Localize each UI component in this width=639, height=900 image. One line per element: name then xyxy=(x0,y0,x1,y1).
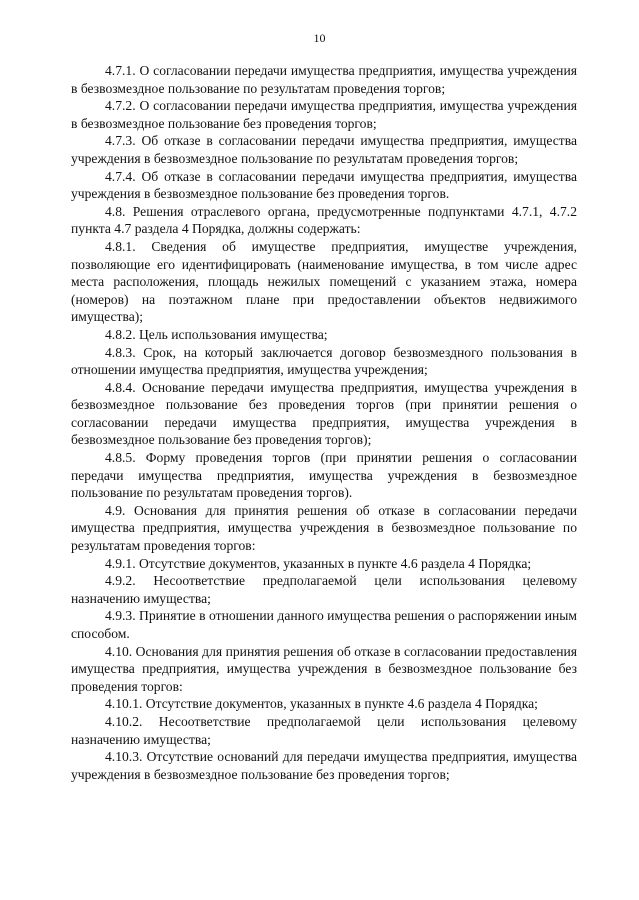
paragraph-4-8-4: 4.8.4. Основание передачи имущества предприятия, имущества учреждения в безвозмездное пользование без проведения торгов (при принятии решения о согласовании передачи имущества предприятия, имущества учреждения в безвозмездное пользование без проведения торгов); xyxy=(71,379,577,448)
document-body xyxy=(71,62,577,783)
paragraph-4-7-1: 4.7.1. О согласовании передачи имущества предприятия, имущества учреждения в безвозмездное пользование по результатам проведения торгов; xyxy=(71,63,577,96)
paragraph-4-9-3: 4.9.3. Принятие в отношении данного имущества решения о распоряжении иным способом. xyxy=(71,608,577,641)
paragraph-4-8-1: 4.8.1. Сведения об имуществе предприятия, имуществе учреждения, позволяющие его идентифицировать (наименование имущества, в том числе адрес места расположения, площадь нежилых помещений с указанием этажа, номера (номеров) на поэтажном плане при предоставлении объектов недвижимого имущества); xyxy=(71,238,577,325)
paragraph-4-7-2: 4.7.2. О согласовании передачи имущества предприятия, имущества учреждения в безвозмездное пользование без проведения торгов; xyxy=(71,98,577,131)
paragraph-4-8-3: 4.8.3. Срок, на который заключается договор безвозмездного пользования в отношении имущества предприятия, имущества учреждения; xyxy=(71,344,577,378)
paragraph-4-9: 4.9. Основания для принятия решения об отказе в согласовании передачи имущества предприятия, имущества учреждения в безвозмездное пользование по результатам проведения торгов: xyxy=(71,502,577,554)
paragraph-4-9-2: 4.9.2. Несоответствие предполагаемой цели использования целевому назначению имущества; xyxy=(71,573,577,606)
page-number: 10 xyxy=(313,31,326,45)
paragraph-4-10-2: 4.10.2. Несоответствие предполагаемой цели использования целевому назначению имущества; xyxy=(71,713,577,747)
paragraph-4-9-1: 4.9.1. Отсутствие документов, указанных в пункте 4.6 раздела 4 Порядка; xyxy=(105,555,532,571)
paragraph-4-10: 4.10. Основания для принятия решения об отказе в согласовании предоставления имущества предприятия, имущества учреждения в безвозмездное пользование без проведения торгов: xyxy=(71,643,577,694)
paragraph-4-10-3: 4.10.3. Отсутствие оснований для передачи имущества предприятия, имущества учреждения в безвозмездное пользование без проведения торгов; xyxy=(71,749,577,782)
paragraph-4-7-3: 4.7.3. Об отказе в согласовании передачи имущества предприятия, имущества учреждения в безвозмездное пользование по результатам проведения торгов; xyxy=(71,133,577,166)
paragraph-4-8-2: 4.8.2. Цель использования имущества; xyxy=(105,326,328,342)
paragraph-4-10-1: 4.10.1. Отсутствие документов, указанных в пункте 4.6 раздела 4 Порядка; xyxy=(105,696,538,712)
paragraph-4-7-4: 4.7.4. Об отказе в согласовании передачи имущества предприятия, имущества учреждения в безвозмездное пользование без проведения торгов. xyxy=(71,168,577,202)
paragraph-4-8-5: 4.8.5. Форму проведения торгов (при принятии решения о согласовании передачи имущества предприятия, имущества учреждения в безвозмездное пользование по результатам проведения торгов). xyxy=(71,450,577,501)
paragraph-4-8: 4.8. Решения отраслевого органа, предусмотренные подпунктами 4.7.1, 4.7.2 пункта 4.7 раздела 4 Порядка, должны содержать: xyxy=(71,203,577,237)
